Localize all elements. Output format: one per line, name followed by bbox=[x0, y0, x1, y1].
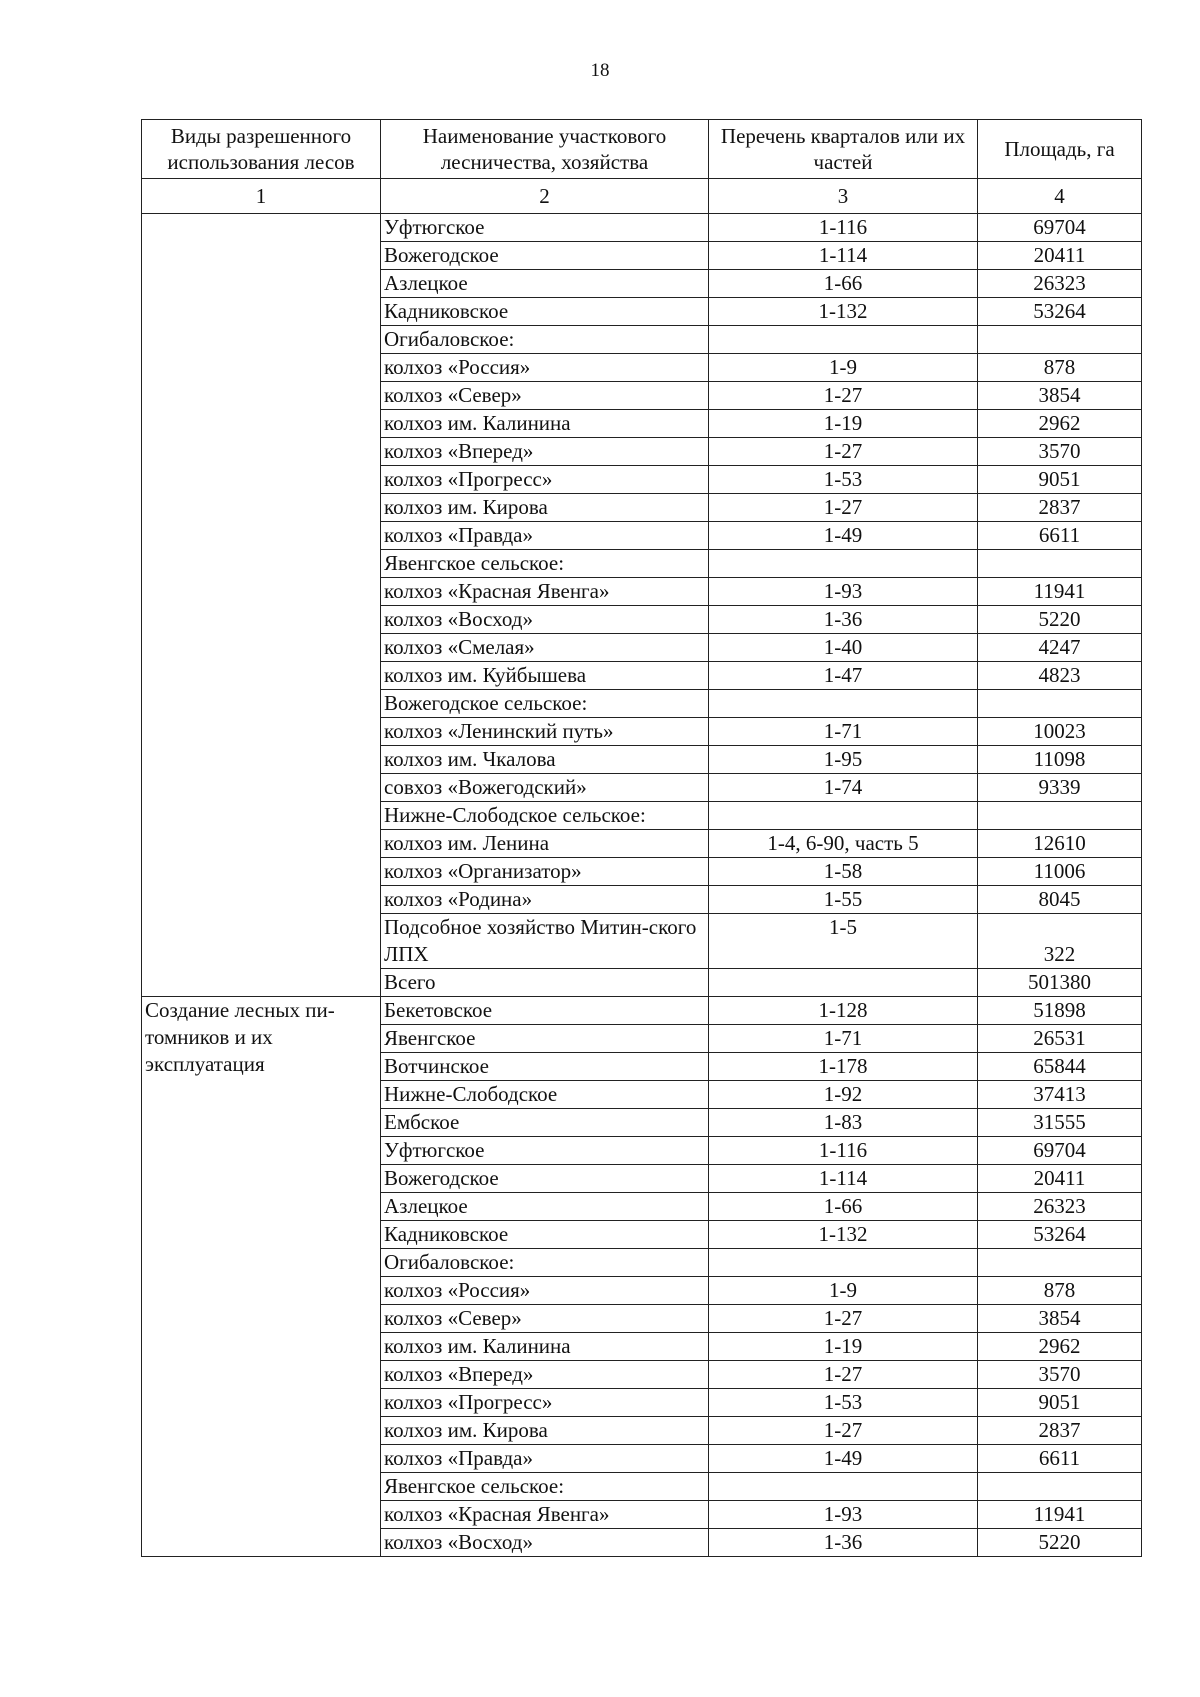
quarters-cell: 1-47 bbox=[709, 662, 978, 690]
quarters-cell: 1-27 bbox=[709, 1305, 978, 1333]
forestry-name-cell: Вотчинское bbox=[381, 1053, 709, 1081]
quarters-cell: 1-114 bbox=[709, 1165, 978, 1193]
area-cell: 3854 bbox=[978, 1305, 1142, 1333]
forestry-name-cell: Вожегодское bbox=[381, 242, 709, 270]
quarters-cell bbox=[709, 1249, 978, 1277]
area-cell: 2962 bbox=[978, 410, 1142, 438]
quarters-cell: 1-40 bbox=[709, 634, 978, 662]
area-cell: 53264 bbox=[978, 298, 1142, 326]
quarters-cell: 1-74 bbox=[709, 774, 978, 802]
header-number-2: 2 bbox=[381, 179, 709, 214]
quarters-cell: 1-95 bbox=[709, 746, 978, 774]
quarters-cell: 1-71 bbox=[709, 718, 978, 746]
area-cell: 878 bbox=[978, 354, 1142, 382]
quarters-cell: 1-58 bbox=[709, 858, 978, 886]
quarters-cell: 1-36 bbox=[709, 1529, 978, 1557]
header-quarters: Перечень кварталов или их частей bbox=[709, 120, 978, 179]
quarters-cell: 1-132 bbox=[709, 298, 978, 326]
forestry-name-cell: колхоз «Прогресс» bbox=[381, 466, 709, 494]
quarters-cell: 1-27 bbox=[709, 382, 978, 410]
area-cell: 20411 bbox=[978, 242, 1142, 270]
quarters-cell: 1-9 bbox=[709, 1277, 978, 1305]
forestry-name-cell: Бекетовское bbox=[381, 997, 709, 1025]
area-cell: 53264 bbox=[978, 1221, 1142, 1249]
quarters-cell: 1-9 bbox=[709, 354, 978, 382]
forestry-name-cell: колхоз «Прогресс» bbox=[381, 1389, 709, 1417]
forestry-name-cell: колхоз «Правда» bbox=[381, 1445, 709, 1473]
quarters-cell: 1-27 bbox=[709, 438, 978, 466]
area-cell: 2837 bbox=[978, 494, 1142, 522]
forestry-name-cell: колхоз «Родина» bbox=[381, 886, 709, 914]
use-type-cell: Создание лесных пи-томников и их эксплуатация bbox=[142, 997, 381, 1557]
forestry-name-cell: колхоз «Север» bbox=[381, 382, 709, 410]
quarters-cell: 1-116 bbox=[709, 1137, 978, 1165]
forestry-name-cell: колхоз «Север» bbox=[381, 1305, 709, 1333]
quarters-cell: 1-53 bbox=[709, 1389, 978, 1417]
forestry-name-cell: колхоз им. Кирова bbox=[381, 494, 709, 522]
header-area: Площадь, га bbox=[978, 120, 1142, 179]
area-cell: 3854 bbox=[978, 382, 1142, 410]
area-cell: 4247 bbox=[978, 634, 1142, 662]
area-cell bbox=[978, 326, 1142, 354]
forestry-name-cell: колхоз «Россия» bbox=[381, 1277, 709, 1305]
forestry-name-cell: колхоз им. Калинина bbox=[381, 410, 709, 438]
forestry-name-cell: Явенгское сельское: bbox=[381, 550, 709, 578]
quarters-cell: 1-132 bbox=[709, 1221, 978, 1249]
quarters-cell: 1-66 bbox=[709, 270, 978, 298]
area-cell: 69704 bbox=[978, 1137, 1142, 1165]
quarters-cell: 1-93 bbox=[709, 1501, 978, 1529]
quarters-cell: 1-66 bbox=[709, 1193, 978, 1221]
quarters-cell: 1-114 bbox=[709, 242, 978, 270]
area-cell bbox=[978, 1473, 1142, 1501]
area-cell: 4823 bbox=[978, 662, 1142, 690]
forestry-name-cell: Ембское bbox=[381, 1109, 709, 1137]
quarters-cell bbox=[709, 326, 978, 354]
forestry-name-cell: Вожегодское сельское: bbox=[381, 690, 709, 718]
table-row bbox=[142, 214, 1142, 242]
area-cell: 10023 bbox=[978, 718, 1142, 746]
table-header bbox=[142, 120, 1142, 214]
area-cell: 322 bbox=[978, 914, 1142, 969]
quarters-cell bbox=[709, 802, 978, 830]
header-number-4: 4 bbox=[978, 179, 1142, 214]
area-cell: 9051 bbox=[978, 466, 1142, 494]
quarters-cell bbox=[709, 550, 978, 578]
forestry-name-cell: Уфтюгское bbox=[381, 1137, 709, 1165]
header-forestry-name: Наименование участкового лесничества, хозяйства bbox=[381, 120, 709, 179]
quarters-cell: 1-93 bbox=[709, 578, 978, 606]
quarters-cell: 1-49 bbox=[709, 522, 978, 550]
area-cell bbox=[978, 690, 1142, 718]
quarters-cell: 1-19 bbox=[709, 1333, 978, 1361]
quarters-cell: 1-178 bbox=[709, 1053, 978, 1081]
area-cell: 26323 bbox=[978, 1193, 1142, 1221]
area-cell: 5220 bbox=[978, 606, 1142, 634]
area-cell: 3570 bbox=[978, 438, 1142, 466]
forestry-name-cell: колхоз «Восход» bbox=[381, 1529, 709, 1557]
area-cell: 9339 bbox=[978, 774, 1142, 802]
area-cell bbox=[978, 1249, 1142, 1277]
area-cell: 26531 bbox=[978, 1025, 1142, 1053]
quarters-cell: 1-49 bbox=[709, 1445, 978, 1473]
area-cell: 6611 bbox=[978, 1445, 1142, 1473]
forestry-name-cell: Всего bbox=[381, 969, 709, 997]
forestry-name-cell: колхоз «Красная Явенга» bbox=[381, 578, 709, 606]
quarters-cell: 1-92 bbox=[709, 1081, 978, 1109]
quarters-cell: 1-19 bbox=[709, 410, 978, 438]
forestry-name-cell: Огибаловское: bbox=[381, 1249, 709, 1277]
area-cell: 2962 bbox=[978, 1333, 1142, 1361]
table-body bbox=[142, 214, 1142, 1557]
area-cell: 11941 bbox=[978, 578, 1142, 606]
area-cell: 9051 bbox=[978, 1389, 1142, 1417]
forestry-name-cell: Вожегодское bbox=[381, 1165, 709, 1193]
quarters-cell bbox=[709, 1473, 978, 1501]
forestry-name-cell: колхоз «Вперед» bbox=[381, 438, 709, 466]
area-cell: 11098 bbox=[978, 746, 1142, 774]
area-cell: 26323 bbox=[978, 270, 1142, 298]
quarters-cell: 1-27 bbox=[709, 1417, 978, 1445]
forestry-name-cell: колхоз им. Кирова bbox=[381, 1417, 709, 1445]
quarters-cell: 1-71 bbox=[709, 1025, 978, 1053]
quarters-cell: 1-4, 6-90, часть 5 bbox=[709, 830, 978, 858]
area-cell: 51898 bbox=[978, 997, 1142, 1025]
area-cell: 2837 bbox=[978, 1417, 1142, 1445]
quarters-cell bbox=[709, 969, 978, 997]
area-cell: 3570 bbox=[978, 1361, 1142, 1389]
header-number-3: 3 bbox=[709, 179, 978, 214]
forestry-name-cell: Азлецкое bbox=[381, 270, 709, 298]
header-number-1: 1 bbox=[142, 179, 381, 214]
forestry-name-cell: Нижне-Слободское сельское: bbox=[381, 802, 709, 830]
forestry-name-cell: Огибаловское: bbox=[381, 326, 709, 354]
quarters-cell: 1-36 bbox=[709, 606, 978, 634]
area-cell: 37413 bbox=[978, 1081, 1142, 1109]
forestry-name-cell: колхоз «Россия» bbox=[381, 354, 709, 382]
forestry-name-cell: колхоз «Ленинский путь» bbox=[381, 718, 709, 746]
quarters-cell: 1-128 bbox=[709, 997, 978, 1025]
area-cell: 31555 bbox=[978, 1109, 1142, 1137]
forestry-name-cell: Явенгское сельское: bbox=[381, 1473, 709, 1501]
quarters-cell: 1-27 bbox=[709, 1361, 978, 1389]
area-cell: 12610 bbox=[978, 830, 1142, 858]
area-cell: 11941 bbox=[978, 1501, 1142, 1529]
forestry-name-cell: колхоз «Красная Явенга» bbox=[381, 1501, 709, 1529]
quarters-cell bbox=[709, 690, 978, 718]
quarters-cell: 1-116 bbox=[709, 214, 978, 242]
forestry-name-cell: Кадниковское bbox=[381, 298, 709, 326]
area-cell: 878 bbox=[978, 1277, 1142, 1305]
table-row bbox=[142, 997, 1142, 1025]
page-number: 18 bbox=[590, 60, 610, 81]
forestry-name-cell: колхоз им. Чкалова bbox=[381, 746, 709, 774]
area-cell: 6611 bbox=[978, 522, 1142, 550]
forest-use-table bbox=[141, 119, 1142, 1557]
area-cell bbox=[978, 802, 1142, 830]
area-cell bbox=[978, 550, 1142, 578]
forestry-name-cell: Нижне-Слободское bbox=[381, 1081, 709, 1109]
use-type-cell bbox=[142, 214, 381, 997]
forestry-name-cell: Подсобное хозяйство Митин-ского ЛПХ bbox=[381, 914, 709, 969]
area-cell: 5220 bbox=[978, 1529, 1142, 1557]
forestry-name-cell: Уфтюгское bbox=[381, 214, 709, 242]
header-use-type: Виды разрешенного использования лесов bbox=[142, 120, 381, 179]
forestry-name-cell: Явенгское bbox=[381, 1025, 709, 1053]
quarters-cell: 1-5 bbox=[709, 914, 978, 969]
forestry-name-cell: колхоз им. Ленина bbox=[381, 830, 709, 858]
area-cell: 65844 bbox=[978, 1053, 1142, 1081]
quarters-cell: 1-53 bbox=[709, 466, 978, 494]
forestry-name-cell: Азлецкое bbox=[381, 1193, 709, 1221]
forestry-name-cell: колхоз им. Калинина bbox=[381, 1333, 709, 1361]
forestry-name-cell: Кадниковское bbox=[381, 1221, 709, 1249]
forestry-name-cell: колхоз им. Куйбышева bbox=[381, 662, 709, 690]
quarters-cell: 1-55 bbox=[709, 886, 978, 914]
area-cell: 8045 bbox=[978, 886, 1142, 914]
quarters-cell: 1-83 bbox=[709, 1109, 978, 1137]
forestry-name-cell: колхоз «Восход» bbox=[381, 606, 709, 634]
area-cell: 501380 bbox=[978, 969, 1142, 997]
forestry-name-cell: колхоз «Смелая» bbox=[381, 634, 709, 662]
area-cell: 20411 bbox=[978, 1165, 1142, 1193]
forestry-name-cell: совхоз «Вожегодский» bbox=[381, 774, 709, 802]
forestry-name-cell: колхоз «Правда» bbox=[381, 522, 709, 550]
forestry-name-cell: колхоз «Организатор» bbox=[381, 858, 709, 886]
quarters-cell: 1-27 bbox=[709, 494, 978, 522]
area-cell: 69704 bbox=[978, 214, 1142, 242]
forestry-name-cell: колхоз «Вперед» bbox=[381, 1361, 709, 1389]
area-cell: 11006 bbox=[978, 858, 1142, 886]
